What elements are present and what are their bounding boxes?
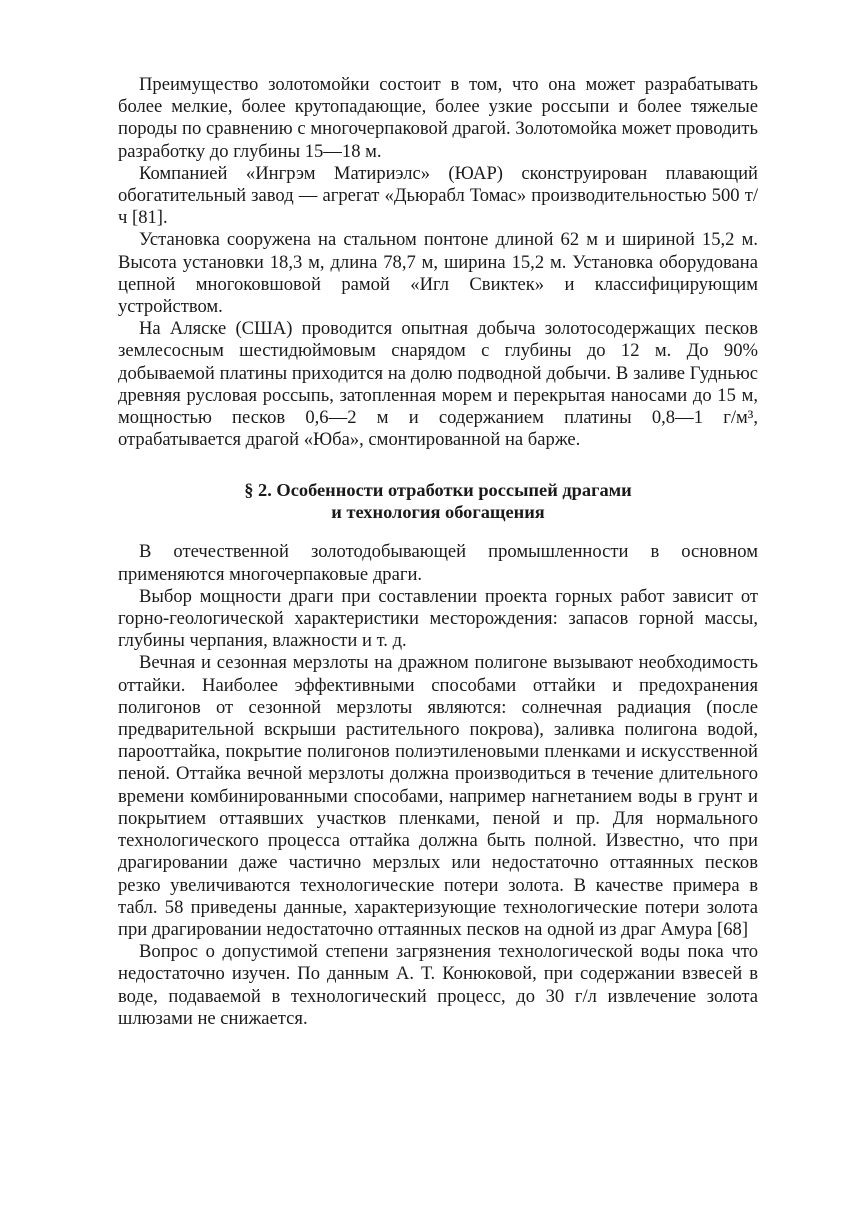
paragraph-water-contamination: Вопрос о допустимой степени загрязнения технологической воды пока что недостаточно изучен. По данным А. Т. Конюковой, при содержании взвесей в воде, подаваемой в технологический процесс, до 30 г/л извлечение золота шлюзами не снижается. xyxy=(118,941,758,1029)
paragraph-dredge-capacity: Выбор мощности драги при составлении проекта горных работ зависит от горно-геологической характеристики месторождения: запасов горной массы, глубины черпания, влажности и т. д. xyxy=(118,585,758,652)
paragraph-alaska-mining: На Аляске (США) проводится опытная добыча золотосодержащих песков землесосным шестидюймовым снарядом с глубины до 12 м. До 90% добываемой платины приходится на долю подводной добычи. В заливе Гудньюс древняя русловая россыпь, затопленная морем и перекрытая наносами до 15 м, мощностью песков 0,6—2 м и содержанием платины 0,8—1 г/м³, отрабатывается драгой «Юба», смонтированной на барже. xyxy=(118,318,758,451)
paragraph-permafrost-thawing: Вечная и сезонная мерзлоты на дражном полигоне вызывают необходимость оттайки. Наиболее эффективными способами оттайки и предохранения полигонов от сезонной мерзлоты являются: солнечная радиация (после предварительной вскрыши растительного покрова), заливка полигона водой, парооттайка, покрытие полигонов полиэтиленовыми пленками и искусственной пеной. Оттайка вечной мерзлоты должна производиться в течение длительного времени комбинированными способами, например нагнетанием воды в грунт и покрытием оттаявших участков пленками, пеной и пр. Для нормального технологического процесса оттайка должна быть полной. Известно, что при драгировании даже частично мерзлых или недостаточно оттаянных песков резко увеличиваются технологические потери золота. В качестве примера в табл. 58 приведены данные, характеризующие технологические потери золота при драгировании недостаточно оттаянных песков на одной из драг Амура [68] xyxy=(118,652,758,940)
section-heading-line-1: § 2. Особенности отработки россыпей драгами xyxy=(244,480,632,501)
paragraph-ingram-plant: Компанией «Ингрэм Матириэлс» (ЮАР) сконструирован плавающий обогатительный завод — агрегат «Дьюрабл Томас» производительностью 500 т/ч [81]. xyxy=(118,162,758,229)
paragraph-installation-specs: Установка сооружена на стальном понтоне длиной 62 м и шириной 15,2 м. Высота установки 18,3 м, длина 78,7 м, ширина 15,2 м. Установка оборудована цепной многоковшовой рамой «Игл Свиктек» и классифицирующим устройством. xyxy=(118,229,758,318)
section-heading-line-2: и технология обогащения xyxy=(331,502,545,523)
section-heading xyxy=(118,479,758,523)
paragraph-dredge-advantage: Преимущество золотомойки состоит в том, что она может разрабатывать более мелкие, более крутопадающие, более узкие россыпи и более тяжелые породы по сравнению с многочерпаковой драгой. Золотомойка может проводить разработку до глубины 15—18 м. xyxy=(118,74,758,162)
paragraph-domestic-industry: В отечественной золотодобывающей промышленности в основном применяются многочерпаковые драги. xyxy=(118,541,758,585)
document-page xyxy=(118,74,758,1030)
